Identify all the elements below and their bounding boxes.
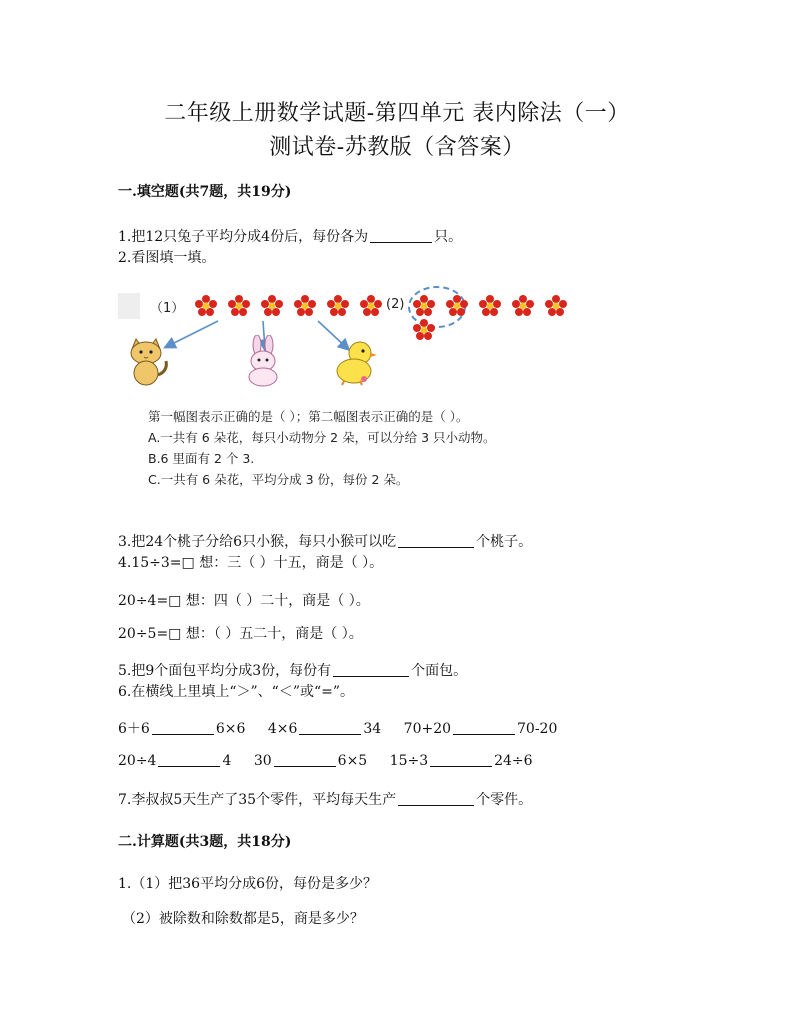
- figure-option-b: B.6 里面有 2 个 3.: [148, 451, 255, 466]
- flower-icon: [412, 318, 436, 342]
- section-heading-fill-in: 一.填空题(共7题，共19分): [118, 184, 292, 200]
- section-heading-calculation: 二.计算题(共3题，共18分): [118, 834, 292, 850]
- question-3: [118, 531, 532, 551]
- flower-icon: [511, 294, 535, 318]
- compare-right: 70-20: [517, 721, 558, 737]
- compare-right: 24÷6: [494, 753, 533, 769]
- flower-icon: [445, 294, 469, 318]
- page-subtitle: 测试卷-苏教版（含答案）: [269, 135, 525, 160]
- compare-left: 4×6: [267, 721, 298, 737]
- answer-blank[interactable]: [333, 662, 409, 677]
- answer-blank[interactable]: [398, 791, 474, 806]
- compare-row-1: [118, 718, 575, 738]
- flower-icon: [478, 294, 502, 318]
- question-3-text: 3.把24个桃子分给6只小猴，每只小猴可以吃: [118, 534, 397, 550]
- compare-blank[interactable]: [299, 720, 361, 735]
- figure-question-text: 第一幅图表示正确的是（ ）；第二幅图表示正确的是（ ）。: [148, 409, 469, 424]
- flower-icon: [544, 294, 568, 318]
- compare-row-2: [118, 752, 551, 769]
- compare-left: 30: [253, 753, 272, 769]
- question-3-suffix: 个桃子。: [476, 534, 533, 550]
- question-4a: 4.15÷3=□ 想：三（ ）十五，商是（ ）。: [118, 555, 384, 571]
- compare-item: [268, 720, 381, 737]
- compare-blank[interactable]: [430, 752, 492, 767]
- compare-blank[interactable]: [158, 752, 220, 767]
- figure-label-2: (2): [386, 297, 405, 312]
- cat-icon: [122, 335, 174, 387]
- figure-option-c: C.一共有 6 朵花，平均分成 3 份，每份 2 朵。: [148, 472, 409, 487]
- compare-left: 6＋6: [118, 721, 150, 737]
- figure-label-1: （1）: [150, 301, 185, 316]
- answer-blank[interactable]: [370, 228, 432, 243]
- flower-icon: [412, 294, 436, 318]
- question-1-text: 1.把12只兔子平均分成4份后，每份各为: [118, 229, 369, 245]
- question-2: 2.看图填一填。: [118, 250, 216, 266]
- compare-item: [390, 752, 533, 769]
- answer-blank[interactable]: [398, 533, 474, 548]
- question-7: [118, 789, 532, 809]
- chick-icon: [330, 335, 382, 387]
- flower-row-2: [412, 294, 588, 342]
- question-4c: 20÷5=□ 想：（ ）五二十，商是（ ）。: [118, 626, 363, 642]
- question-6: 6.在横线上里填上“＞”、“＜”或“=”。: [118, 684, 355, 700]
- compare-left: 70+20: [403, 721, 452, 737]
- page-title: 二年级上册数学试题-第四单元 表内除法（一）: [164, 101, 630, 126]
- question-4b: 20÷4=□ 想：四（ ）二十，商是（ ）。: [118, 593, 370, 609]
- question-5: [118, 660, 467, 680]
- question-1: [118, 226, 462, 246]
- compare-item: [254, 752, 367, 769]
- compare-right: 6×6: [215, 721, 246, 737]
- question-5-text: 5.把9个面包平均分成3份，每份有: [118, 663, 332, 679]
- question-5-suffix: 个面包。: [411, 663, 468, 679]
- calc-question-1b: （2）被除数和除数都是5，商是多少？: [122, 911, 364, 927]
- compare-left: 15÷3: [389, 753, 429, 769]
- compare-right: 6×5: [337, 753, 368, 769]
- compare-blank[interactable]: [152, 720, 214, 735]
- compare-blank[interactable]: [453, 720, 515, 735]
- question-7-text: 7.李叔叔5天生产了35个零件，平均每天生产: [118, 792, 397, 808]
- question-1-suffix: 只。: [434, 229, 463, 245]
- compare-item: [118, 718, 245, 738]
- calc-question-1a: 1.（1）把36平均分成6份，每份是多少？: [118, 876, 377, 892]
- question-2-figure: [118, 285, 588, 495]
- question-7-suffix: 个零件。: [476, 792, 533, 808]
- figure-option-a: A.一共有 6 朵花，每只小动物分 2 朵，可以分给 3 只小动物。: [148, 430, 496, 445]
- rabbit-icon: [238, 335, 290, 387]
- compare-item: [404, 720, 558, 737]
- compare-blank[interactable]: [274, 752, 336, 767]
- compare-left: 20÷4: [118, 753, 157, 769]
- compare-right: 4: [222, 753, 232, 769]
- compare-item: [118, 752, 231, 769]
- compare-right: 34: [363, 721, 382, 737]
